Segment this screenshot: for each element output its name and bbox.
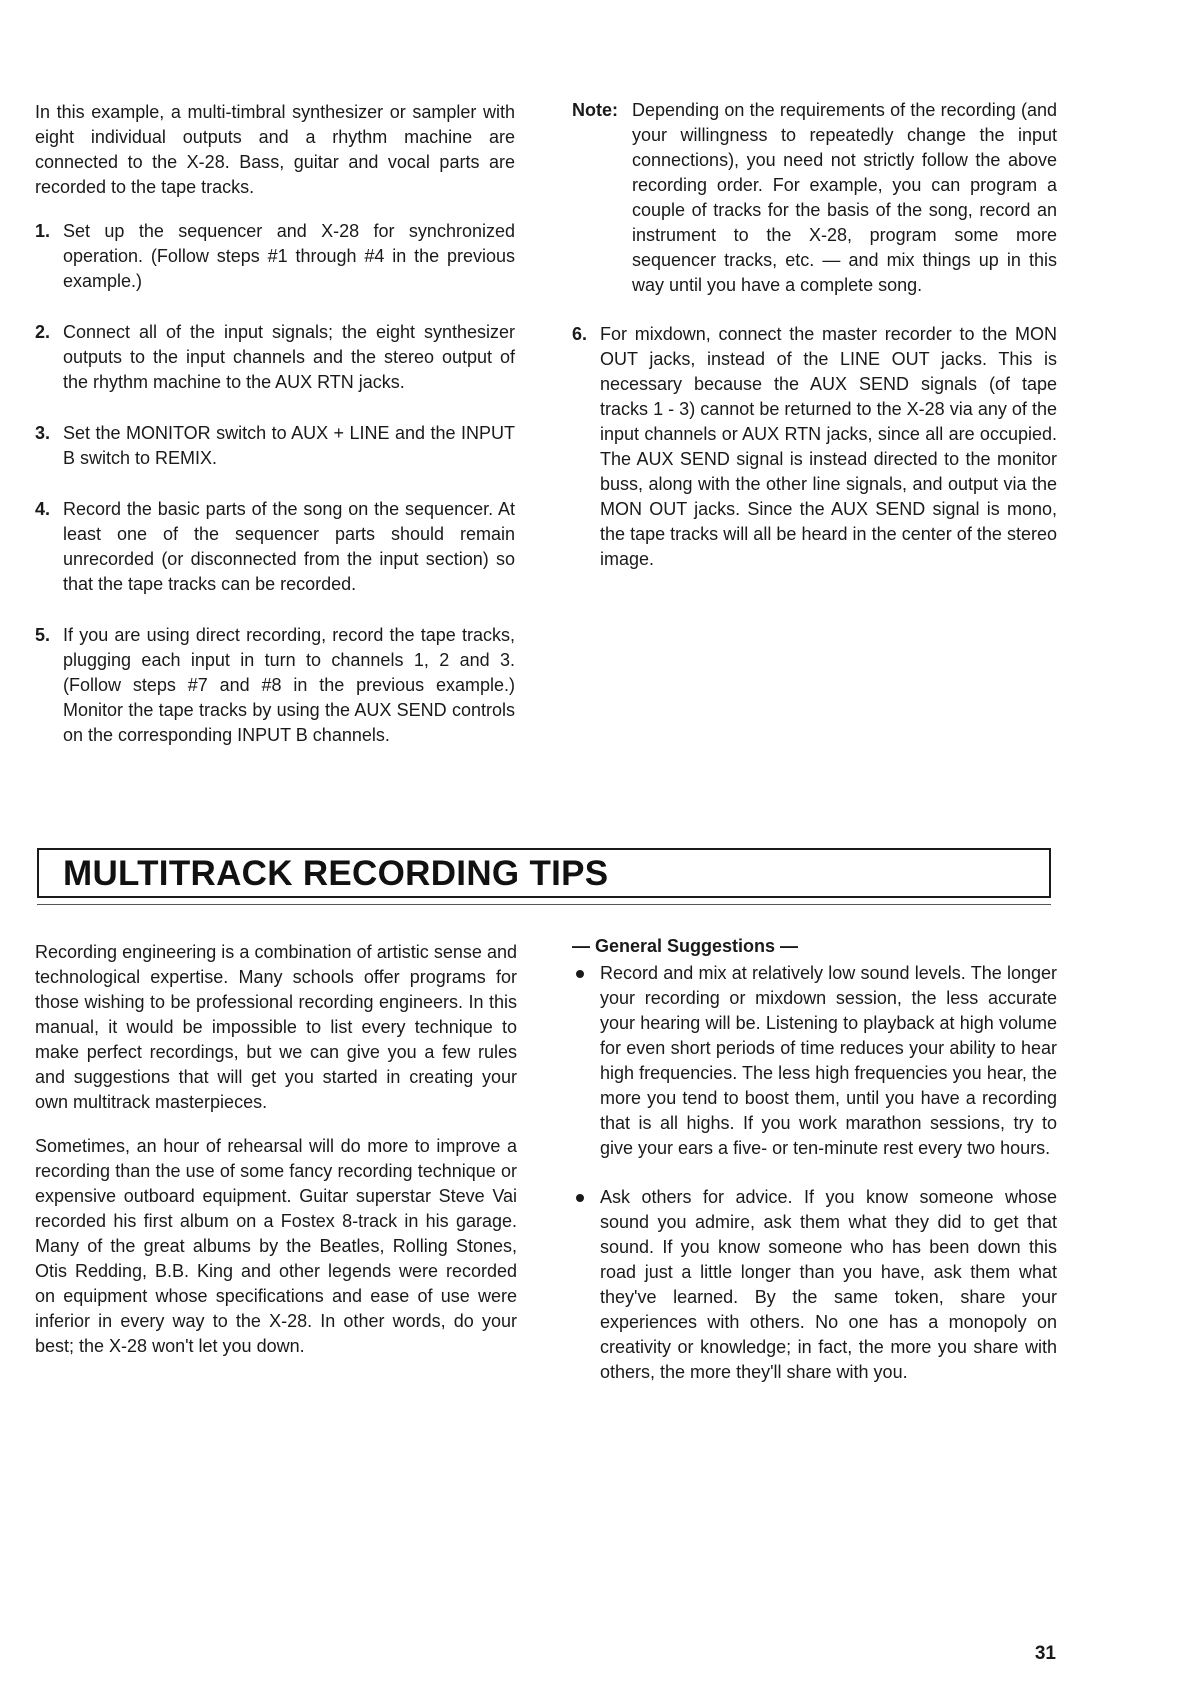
list-item [35,497,515,597]
top-right-column [572,98,1057,572]
list-item [572,322,1057,572]
note-label: Note: [572,100,618,120]
suggestion-text: Ask others for advice. If you know someone whose sound you admire, ask them what they did to get that sound. If you know someone who has been down this road just a little longer than you have, ask them what they've learned. By the same token, share your experiences with others. No one has a monopoly on creativity or knowledge; in fact, the more you share with others, the more they'll share with you. [600,1187,1057,1382]
bottom-left-column [35,940,517,1378]
step-text: Set up the sequencer and X-28 for synchronized operation. (Follow steps #1 through #4 in the previous example.) [63,221,515,291]
step-number: 2. [35,322,51,342]
list-item [572,961,1057,1161]
list-item [35,320,515,395]
list-item [35,623,515,748]
top-left-column [35,100,515,774]
step-text: If you are using direct recording, record the tape tracks, plugging each input in turn to channels 1, 2 and 3. (Follow steps #7 and #8 in the previous example.) Monitor the tape tracks by using the AUX SEND controls on the corresponding INPUT B channels. [63,625,515,745]
tips-paragraph: Sometimes, an hour of rehearsal will do more to improve a recording than the use of some fancy recording technique or expensive outboard equipment. Guitar superstar Steve Vai recorded his first album on a Fostex 8-track in his garage. Many of the great albums by the Beatles, Rolling Stones, Otis Redding, B.B. King and other legends were recorded on equipment whose specifications and ease of use were inferior in every way to the X-28. In other words, do your best; the X-28 won't let you down. [35,1136,517,1356]
step-text: Connect all of the input signals; the eight synthesizer outputs to the input channels and the stereo output of the rhythm machine to the AUX RTN jacks. [63,322,515,392]
step-text: Set the MONITOR switch to AUX + LINE and the INPUT B switch to REMIX. [63,423,515,468]
bullet-icon [576,970,584,978]
suggestion-text: Record and mix at relatively low sound levels. The longer your recording or mixdown session, the less accurate your hearing will be. Listening to playback at high volume for even short periods of time reduces your ability to hear high frequencies. The less high frequencies you hear, the more you tend to boost them, until you have a recording that is all highs. If you work marathon sessions, try to give your ears a five- or ten-minute rest every two hours. [600,963,1057,1158]
page-number: 31 [1034,1643,1056,1664]
step-number: 6. [572,324,588,344]
title-divider [37,904,1051,905]
step-text: For mixdown, connect the master recorder to the MON OUT jacks, instead of the LINE OUT jacks. This is necessary because the AUX SEND signals (of tape tracks 1 - 3) cannot be returned to the X-28 via any of the input channels or AUX RTN jacks, since all are occupied. The AUX SEND signal is instead directed to the monitor buss, along with the other line signals, and output via the MON OUT jacks. Since the AUX SEND signal is mono, the tape tracks will all be heard in the center of the stereo image. [600,324,1057,569]
step-number: 3. [35,423,51,443]
step-number: 5. [35,625,51,645]
step-number: 1. [35,221,51,241]
section-title: MULTITRACK RECORDING TIPS [63,854,609,893]
step-text: Record the basic parts of the song on the sequencer. At least one of the sequencer parts should remain unrecorded (or disconnected from the input section) so that the tape tracks can be recorded. [63,499,515,594]
steps-list [35,219,515,748]
note-text: Depending on the requirements of the recording (and your willingness to repeatedly change the input connections), you need not strictly follow the above recording order. For example, you can program a couple of tracks for the basis of the song, record an instrument to the X-28, program some more sequencer tracks, etc. — and mix things up in this way until you have a complete song. [632,100,1057,295]
list-item [572,1185,1057,1385]
step-number: 4. [35,499,51,519]
list-item [35,421,515,471]
section-title-box [37,848,1051,898]
bottom-right-column [572,934,1057,1409]
general-suggestions-heading: — General Suggestions — [572,936,799,956]
bullet-icon [576,1194,584,1202]
list-item [35,219,515,294]
note-block [572,98,1057,298]
suggestions-list [572,961,1057,1385]
intro-paragraph: In this example, a multi-timbral synthesizer or sampler with eight individual outputs and a rhythm machine are connected to the X-28. Bass, guitar and vocal parts are recorded to the tape tracks. [35,102,515,197]
tips-paragraph: Recording engineering is a combination of artistic sense and technological expertise. Many schools offer programs for those wishing to be professional recording engineers. In this manual, it would be impossible to list every technique to make perfect recordings, but we can give you a few rules and suggestions that will get you started in creating your own multitrack masterpieces. [35,942,517,1112]
